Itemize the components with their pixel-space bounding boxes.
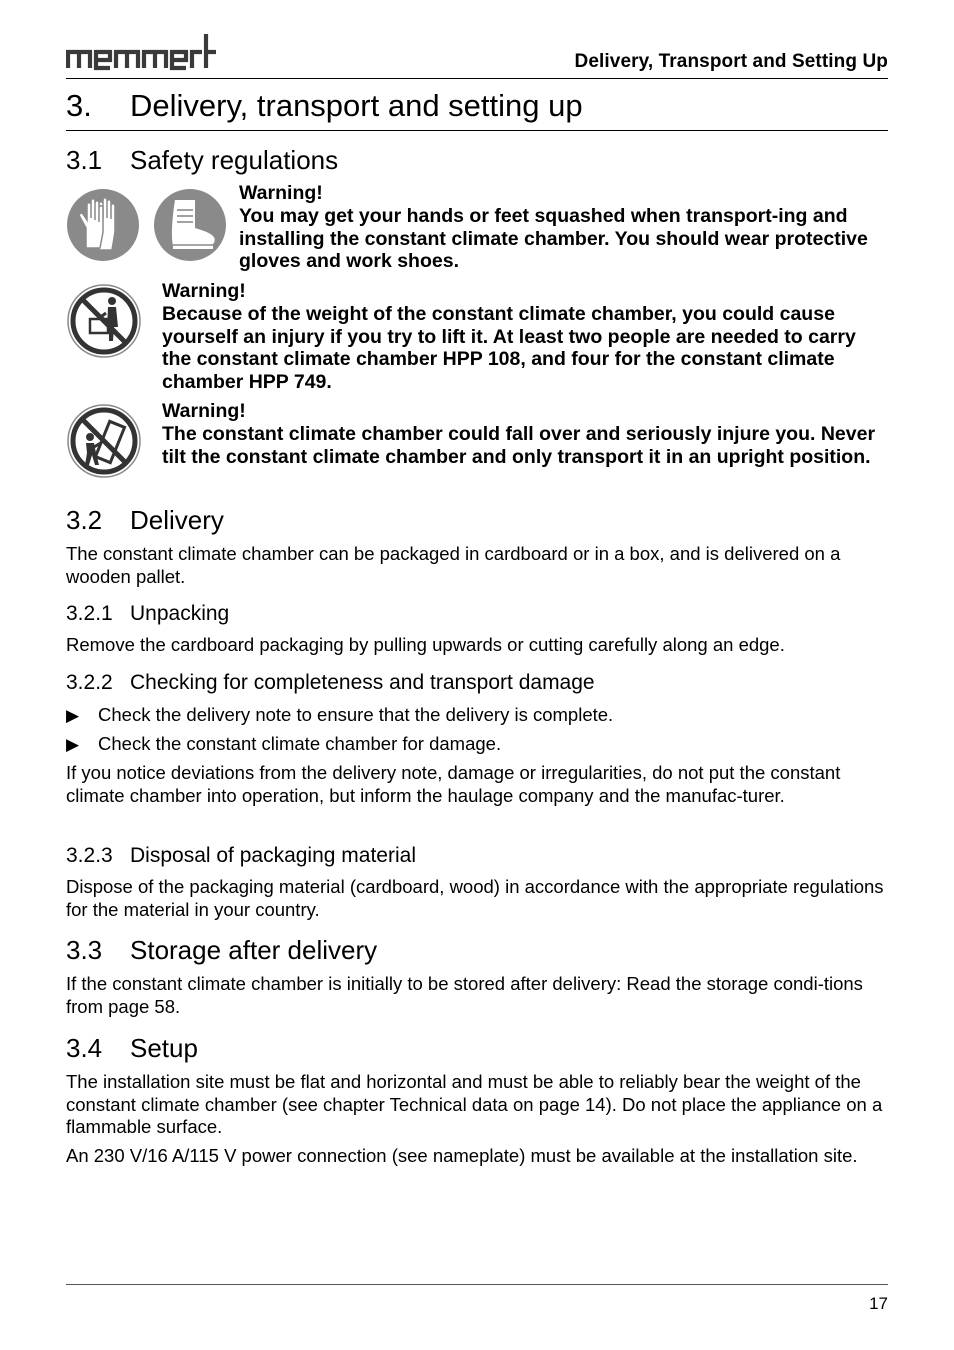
section-heading-3-4 [66,1033,198,1064]
paragraph-disposal: Dispose of the packaging material (cardboard, wood) in accordance with the appropriate regulations for the material in your country. [66,876,884,920]
bullet-item [66,733,501,757]
subsection-number: 3.2.1 [66,602,113,625]
paragraph-storage: If the constant climate chamber is initially to be stored after delivery: Read the storage condi-tions from page 58. [66,973,863,1017]
section-title: Setup [130,1033,198,1063]
chapter-title-text: Delivery, transport and setting up [130,88,583,123]
section-number: 3.2 [66,505,103,535]
section-heading-3-1 [66,145,338,176]
gloves-icon [66,188,140,262]
section-title: Delivery [130,505,224,535]
subsection-number: 3.2.2 [66,671,113,694]
footer-rule [66,1284,888,1285]
running-head: Delivery, Transport and Setting Up [574,51,888,72]
bullet-text: Check the delivery note to ensure that the delivery is complete. [98,704,614,725]
warning-heading: Warning! [162,280,246,302]
warning-heading: Warning! [162,400,246,422]
warning-block-1 [239,182,889,273]
bullet-item [66,704,613,728]
warning-text: The constant climate chamber could fall over and seriously injure you. Never tilt the constant climate chamber and only transport it in an upright position. [162,422,876,468]
subsection-number: 3.2.3 [66,844,113,867]
bullet-arrow-icon: ▶ [66,706,80,725]
chapter-rule [66,130,888,131]
warning-text: You may get your hands or feet squashed when transport-ing and installing the constant climate chamber. You should wear protective gloves and work shoes. [239,204,868,273]
header-rule [66,78,888,79]
subsection-heading-3-2-1 [66,602,229,626]
section-number: 3.4 [66,1033,103,1063]
section-heading-3-3 [66,935,377,966]
paragraph-unpacking: Remove the cardboard packaging by pulling upwards or cutting carefully along an edge. [66,634,785,655]
warning-text: Because of the weight of the constant climate chamber, you could cause yourself an injury if you try to lift it. At least two people are needed to carry the constant climate chamber HPP 108, and four for the constant climate chamber HPP 749. [162,302,856,394]
section-number: 3.1 [66,145,103,175]
page-number: 17 [869,1294,888,1313]
no-lifting-icon [66,283,142,359]
paragraph-setup-1: The installation site must be flat and horizontal and must be able to reliably bear the weight of the constant climate chamber (see chapter Technical data on page 14). Do not place the appliance on a flammable surface. [66,1071,883,1138]
paragraph-delivery: The constant climate chamber can be packaged in cardboard or in a box, and is delivered on a wooden pallet. [66,543,841,587]
section-title: Storage after delivery [130,935,378,965]
safety-boot-icon [153,188,227,262]
bullet-arrow-icon: ▶ [66,735,80,754]
no-tilting-icon [66,403,142,479]
chapter-number: 3. [66,88,92,123]
subsection-heading-3-2-2 [66,671,595,695]
warning-block-3 [162,400,890,468]
section-number: 3.3 [66,935,103,965]
section-title: Safety regulations [130,145,339,175]
section-heading-3-2 [66,505,224,536]
chapter-title [66,88,583,124]
subsection-title: Disposal of packaging material [130,844,416,867]
subsection-heading-3-2-3 [66,844,416,868]
memmert-logo [66,30,218,74]
subsection-title: Checking for completeness and transport damage [130,671,595,694]
paragraph-damage: If you notice deviations from the delivery note, damage or irregularities, do not put the constant climate chamber into operation, but inform the haulage company and the manufac-turer. [66,762,841,806]
paragraph-setup-2: An 230 V/16 A/115 V power connection (see nameplate) must be available at the installation site. [66,1145,858,1166]
bullet-text: Check the constant climate chamber for damage. [98,733,502,754]
warning-block-2 [162,280,890,394]
warning-heading: Warning! [239,182,323,204]
subsection-title: Unpacking [130,602,230,625]
